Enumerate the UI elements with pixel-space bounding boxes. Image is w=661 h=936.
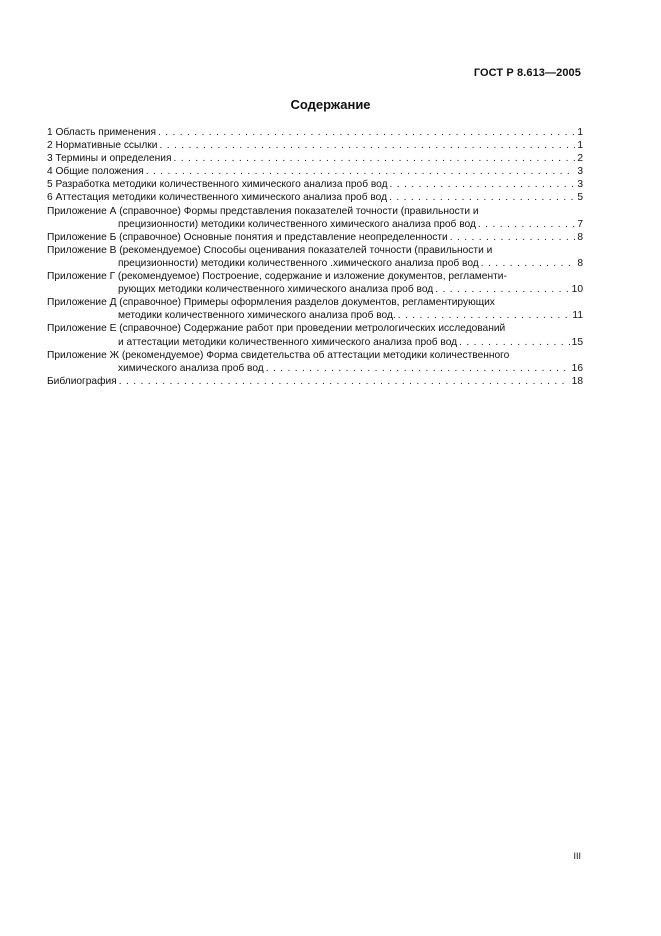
toc-entry-page: 8 xyxy=(577,257,583,269)
toc-leader-dots xyxy=(450,231,576,244)
toc-entry-title: 6 Аттестация методики количественного химического анализа проб вод xyxy=(47,192,388,204)
toc-entry-title: Приложение Б (справочное) Основные понятия и представление неопределенности xyxy=(47,231,448,243)
toc-entry-page: 7 xyxy=(577,218,583,230)
toc-leader-dots xyxy=(146,165,576,178)
toc-entry-title-continued: и аттестации методики количественного химического анализа проб вод xyxy=(118,336,458,348)
toc-entry-title-continued: методики количественного химического анализа проб вод. xyxy=(118,310,396,322)
toc-entry-title: 5 Разработка методики количественного химического анализа проб вод xyxy=(47,179,388,191)
toc-entry-page: 1 xyxy=(577,140,583,152)
toc-entry[interactable] xyxy=(47,139,583,152)
page-number: III xyxy=(573,851,581,861)
toc-leader-dots xyxy=(173,152,575,165)
toc-leader-dots xyxy=(159,139,575,152)
toc-entry-title: Приложение В (рекомендуемое) Способы оценивания показателей точности (правильности и xyxy=(47,244,493,256)
document-code: ГОСТ Р 8.613—2005 xyxy=(473,67,581,79)
toc-leader-dots xyxy=(390,178,576,191)
toc-entry-page: 3 xyxy=(577,179,583,191)
toc-leader-dots xyxy=(478,218,575,231)
toc-entry[interactable] xyxy=(47,152,583,165)
toc-entry-appendix-zh[interactable] xyxy=(47,349,583,375)
toc-entry-appendix-g[interactable] xyxy=(47,270,583,296)
toc-entry-title: Приложение Д (справочное) Примеры оформления разделов документов, регламентирующих xyxy=(47,297,495,309)
toc-leader-dots xyxy=(266,362,570,375)
toc-entry-page: 1 xyxy=(577,127,583,138)
toc-entry-appendix-e[interactable] xyxy=(47,322,583,348)
toc-entry-title: 2 Нормативные ссылки xyxy=(47,140,158,152)
toc-entry-title: 1 Область применения xyxy=(47,127,156,138)
page-title: Содержание xyxy=(290,97,371,112)
toc-entry-page: 15 xyxy=(571,336,583,348)
toc-entry-title: Приложение А (справочное) Формы представления показателей точности (правильности и xyxy=(47,205,479,217)
toc-entry-page: 16 xyxy=(571,362,583,374)
toc-entry-page: 8 xyxy=(577,231,583,243)
toc-entry-page: 18 xyxy=(571,375,583,387)
toc-entry[interactable] xyxy=(47,165,583,178)
toc-entry-title-continued: химического анализа проб вод xyxy=(118,362,264,374)
toc-entry-title: Приложение Ж (рекомендуемое) Форма свидетельства об аттестации методики количественного xyxy=(47,349,510,361)
toc-leader-dots xyxy=(119,375,570,388)
toc-entry-bibliography[interactable] xyxy=(47,375,583,388)
toc-entry[interactable] xyxy=(47,126,583,139)
toc-entry[interactable] xyxy=(47,191,583,204)
table-of-contents xyxy=(47,126,583,388)
toc-entry-appendix-b[interactable] xyxy=(47,231,583,244)
toc-entry-appendix-d[interactable] xyxy=(47,296,583,322)
toc-entry[interactable] xyxy=(47,178,583,191)
toc-leader-dots xyxy=(459,336,570,349)
toc-entry-title: 4 Общие положения xyxy=(47,166,144,178)
toc-entry-title: Приложение Г (рекомендуемое) Построение, содержание и изложение документов, регламенти- xyxy=(47,271,507,283)
toc-entry-page: 10 xyxy=(571,284,583,296)
toc-entry-appendix-v[interactable] xyxy=(47,244,583,270)
toc-leader-dots xyxy=(389,191,575,204)
toc-entry-title-continued: прецизионности) методики количественного .химического анализа проб вод xyxy=(118,257,479,269)
toc-entry-title: 3 Термины и определения xyxy=(47,153,172,165)
toc-entry-title-continued: прецизионности) методики количественного химического анализа проб вод xyxy=(118,218,476,230)
toc-leader-dots xyxy=(481,257,576,270)
toc-entry-appendix-a[interactable] xyxy=(47,205,583,231)
toc-entry-page: 2 xyxy=(577,153,583,165)
toc-entry-title: Библиография xyxy=(47,375,117,387)
toc-leader-dots xyxy=(435,283,569,296)
toc-entry-title: Приложение Е (справочное) Содержание работ при проведении метрологических исследований xyxy=(47,323,506,335)
toc-leader-dots xyxy=(158,126,575,139)
toc-entry-page: 11 xyxy=(572,310,583,322)
toc-entry-page: 3 xyxy=(577,166,583,178)
toc-entry-title-continued: рующих методики количественного химического анализа проб вод xyxy=(118,284,434,296)
toc-entry-page: 5 xyxy=(577,192,583,204)
toc-leader-dots xyxy=(398,309,571,322)
